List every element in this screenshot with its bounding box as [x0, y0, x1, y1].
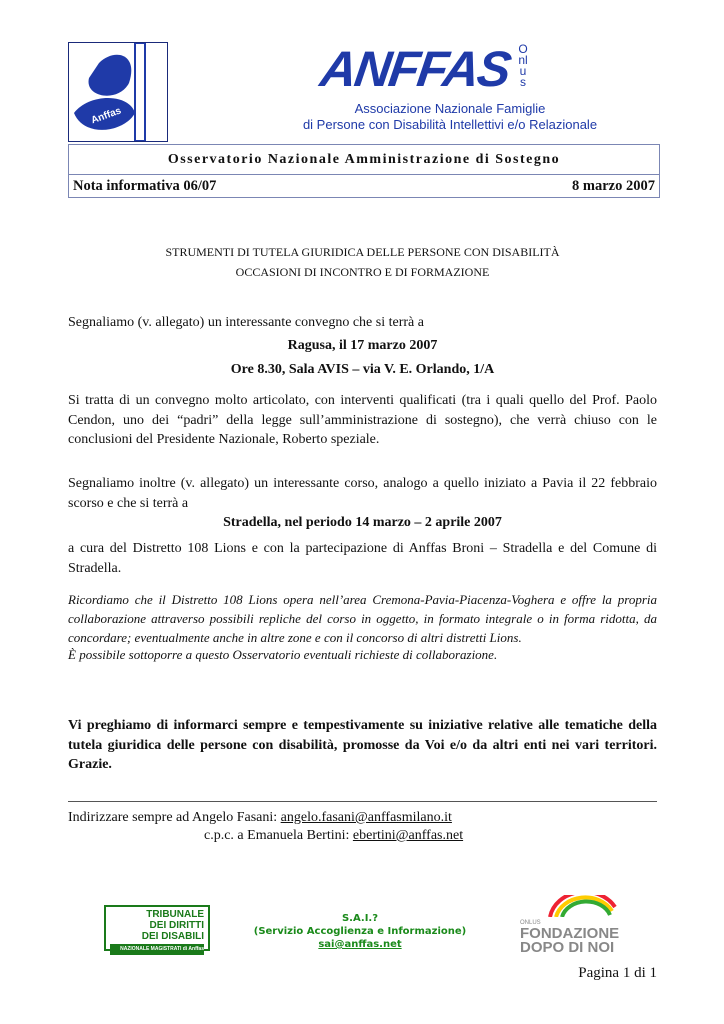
- sai-description: (Servizio Accoglienza e Informazione): [253, 926, 467, 937]
- paragraph-intro: Segnaliamo (v. allegato) un interessante convegno che si terrà a: [68, 315, 424, 330]
- contact-line-2: [68, 826, 657, 846]
- sai-contact: [240, 912, 480, 951]
- contact-label-2: c.p.c. a Emanuela Bertini:: [204, 828, 353, 843]
- sai-email-link[interactable]: sai@anffas.net: [318, 939, 402, 950]
- tribunale-text: DEI DISABILI: [141, 931, 204, 942]
- rainbow-icon: [520, 895, 620, 917]
- page-number: Pagina 1 di 1: [578, 965, 657, 981]
- contact-label-1: Indirizzare sempre ad Angelo Fasani:: [68, 810, 281, 825]
- anffas-emblem-logo: [68, 42, 168, 142]
- association-name: Associazione Nazionale Famiglie: [354, 101, 546, 116]
- event2-place-period: Stradella, nel periodo 14 marzo – 2 aprile 2007: [223, 515, 502, 530]
- event1-time-venue: Ore 8.30, Sala AVIS – via V. E. Orlando, 1/A: [230, 362, 495, 377]
- fond-line1: FONDAZIONE: [520, 925, 620, 942]
- fond-onlus: ONLUS: [520, 920, 541, 926]
- tribunale-diritti-disabili-logo: [104, 905, 210, 951]
- paragraph-corso: Segnaliamo inoltre (v. allegato) un interessante corso, analogo a quello iniziato a Pavia il 22 febbraio scorso e che si terrà a: [68, 476, 657, 511]
- anffas-brand-logo: ANFFAS: [317, 41, 513, 97]
- emblem-text: Anffas: [89, 105, 123, 127]
- email-link-bertini[interactable]: ebertini@anffas.net: [352, 828, 464, 843]
- divider: [68, 801, 657, 802]
- event1-place-date: Ragusa, il 17 marzo 2007: [287, 338, 438, 353]
- paragraph-lions: Ricordiamo che il Distretto 108 Lions opera nell’area Cremona-Pavia-Piacenza-Voghera e offre la propria collaborazione attraverso possibili repliche del corso in oggetto, in formato integrale o in forma ridotta, da concordare; eventualmente anche in altre zone e con il concorso di altri distretti Lions.: [68, 592, 657, 645]
- tribunale-text: TRIBUNALE: [146, 909, 204, 920]
- fond-line2: DOPO DI NOI: [520, 939, 615, 956]
- note-date: 8 marzo 2007: [572, 178, 655, 194]
- email-link-fasani[interactable]: angelo.fasani@anffasmilano.it: [280, 810, 452, 825]
- fondazione-dopo-di-noi-logo: [520, 895, 620, 955]
- contact-line-1: [68, 808, 657, 828]
- document-title-line1: STRUMENTI DI TUTELA GIURIDICA DELLE PERSONE CON DISABILITÀ: [165, 245, 560, 259]
- note-number: Nota informativa 06/07: [73, 178, 217, 194]
- tribunale-subtext: NAZIONALE MAGISTRATI di Anffas: [110, 944, 204, 955]
- association-subtitle: di Persone con Disabilità Intellettivi e/o Relazionale: [302, 117, 598, 132]
- paragraph-convegno: Si tratta di un convegno molto articolato, con interventi qualificati (tra i quali quello del Prof. Paolo Cendon, uno dei “padri” della legge sull’amministrazione di sostegno), che verrà chiuso con le conclusioni del Presidente Nazionale, Roberto speziale.: [68, 393, 657, 447]
- onlus-label: Onlus: [518, 42, 528, 89]
- paragraph-request: Vi preghiamo di informarci sempre e tempestivamente su iniziative relative alle tematiche della tutela giuridica delle persone con disabilità, promosse da Voi e/o da altri enti nei vari territori. Grazie.: [68, 718, 657, 772]
- tribunale-text: DEI DIRITTI: [149, 920, 204, 931]
- observatory-title: Osservatorio Nazionale Amministrazione di Sostegno: [69, 145, 659, 175]
- document-title-line2: OCCASIONI DI INCONTRO E DI FORMAZIONE: [235, 265, 490, 279]
- document-header-box: [68, 144, 660, 198]
- paragraph-collaboration: È possibile sottoporre a questo Osservatorio eventuali richieste di collaborazione.: [68, 647, 498, 662]
- sai-title: S.A.I.?: [341, 913, 379, 924]
- paragraph-organizers: a cura del Distretto 108 Lions e con la partecipazione di Anffas Broni – Stradella e del Comune di Stradella.: [68, 541, 657, 576]
